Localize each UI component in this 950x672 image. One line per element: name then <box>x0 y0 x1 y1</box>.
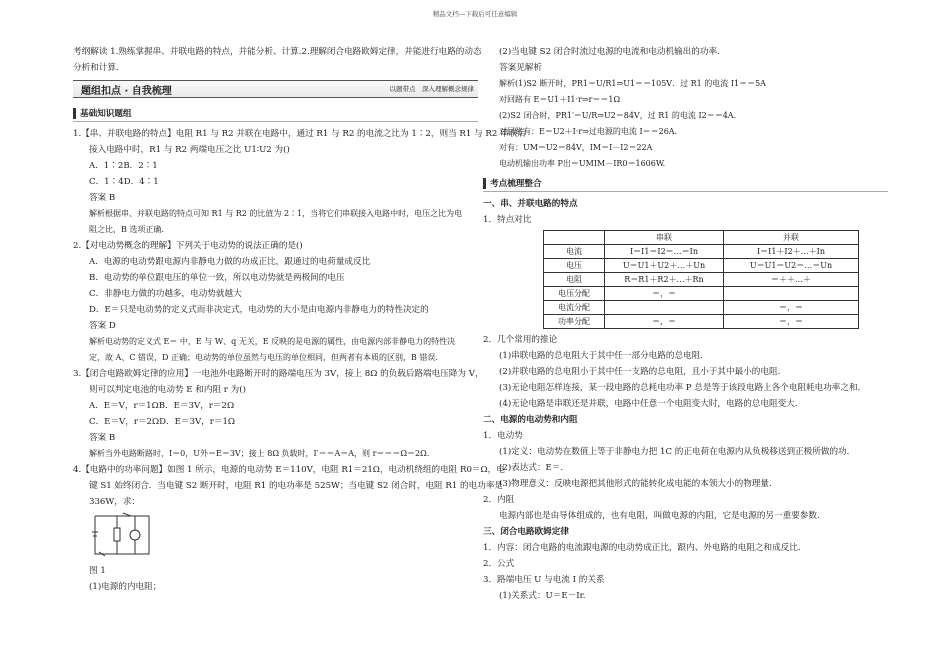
table-row <box>544 259 859 273</box>
intro-line: 分析和计算. <box>73 63 119 73</box>
page-header: 精品文档---下载后可任意编辑 <box>432 10 518 18</box>
table-cell: 电流分配 <box>544 301 605 315</box>
question-line: (2)当电键 S2 闭合时流过电源的电流和电动机输出的功率. <box>499 47 720 57</box>
option-line: C．1∶4D．4∶1 <box>89 177 159 187</box>
section-bar <box>73 108 76 119</box>
option-line: B．电动势的单位跟电压的单位一致，所以电动势就是两极间的电压 <box>89 273 345 283</box>
section-banner <box>73 80 478 98</box>
table-cell: 电压分配 <box>544 287 605 301</box>
question-line: 则可以判定电池的电动势 E 和内阻 r 为() <box>89 385 246 395</box>
analysis-line: 解析(1)S2 断开时，PR1＝U/R1⇒U1＝＝105V．过 R1 的电流 I1＝＝5A <box>499 79 766 88</box>
table-cell: ＝，＝ <box>724 315 859 329</box>
question-line: 336W，求： <box>89 497 141 507</box>
section-bar <box>483 178 486 189</box>
figure-caption: 图 1 <box>89 566 106 576</box>
analysis-line: 解析电动势的定义式 E＝ 中，E 与 W、q 无关，E 反映的是电源的属性，由电源内部非静电力的特性决 <box>89 337 456 346</box>
list-item: (1)关系式：U＝E－Ir. <box>499 591 586 601</box>
list-item: (3)无论电阻怎样连接，某一段电路的总耗电功率 P 总是等于该段电路上各个电阻耗电功率之和. <box>499 383 861 393</box>
table-cell: 电阻 <box>544 273 605 287</box>
table-header-cell <box>544 231 605 245</box>
analysis-line: 解析当外电路断路时，I＝0，U外＝E＝3V；接上 8Ω 负载时，I′＝＝A＝A，则 r＝＝＝Ω＝2Ω. <box>89 449 430 458</box>
answer-line: 答案 D <box>89 321 116 331</box>
comparison-table <box>543 230 859 329</box>
analysis-line: 对回路有 E＝U1＋I1·r⇒r＝＝1Ω <box>499 95 621 104</box>
table-cell <box>605 301 724 315</box>
option-line: C．E＝V，r＝2ΩD．E＝3V，r＝1Ω <box>89 417 236 427</box>
list-item: 3．路端电压 U 与电流 I 的关系 <box>483 575 605 585</box>
list-item: (1)串联电路的总电阻大于其中任一部分电路的总电阻. <box>499 351 703 361</box>
table-cell <box>724 287 859 301</box>
answer-line: 答案 B <box>89 193 116 203</box>
list-item: (3)物理意义：反映电源把其他形式的能转化成电能的本领大小的物理量. <box>499 479 772 489</box>
list-item: (2)并联电路的总电阻小于其中任一支路的总电阻，且小于其中最小的电阻. <box>499 367 781 377</box>
answer-line: 答案见解析 <box>499 63 542 73</box>
table-cell: ＝，＝ <box>605 315 724 329</box>
list-item: 电源内部也是由导体组成的，也有电阻，叫做电源的内阻，它是电源的另一重要参数. <box>499 511 820 521</box>
option-line: A．1∶2B．2∶1 <box>89 161 158 171</box>
table-header-row <box>544 231 859 245</box>
table-cell: U＝U1＋U2＋…＋Un <box>605 259 724 273</box>
list-item: 2．公式 <box>483 559 515 569</box>
table-cell: 功率分配 <box>544 315 605 329</box>
list-item: (4)无论电路是串联还是并联，电路中任意一个电阻变大时，电路的总电阻变大. <box>499 399 798 409</box>
subheading: 2．内阻 <box>483 495 515 505</box>
section-label: 考点梳理整合 <box>490 179 542 189</box>
table-cell: 电压 <box>544 259 605 273</box>
question-line: 2.【对电动势概念的理解】下列关于电动势的说法正确的是() <box>73 241 303 251</box>
question-line: 键 S1 始终闭合．当电键 S2 断开时，电阻 R1 的电功率是 525W；当电键 S2 闭合时，电阻 R1 的电功率是 <box>89 481 504 491</box>
table-cell: ＝＋＋…＋ <box>724 273 859 287</box>
question-line: 3.【闭合电路欧姆定律的应用】一电池外电路断开时的路端电压为 3V，接上 8Ω 的负载后路端电压降为 V， <box>73 369 484 379</box>
table-row <box>544 315 859 329</box>
question-line: 1.【串、并联电路的特点】电阻 R1 与 R2 并联在电路中，通过 R1 与 R2 的电流之比为 1∶2，则当 R1 与 R2 串联后 <box>73 129 526 139</box>
analysis-line: 对回路有：E＝U2＋I·r⇒过电源的电流 I＝＝26A. <box>499 127 678 136</box>
table-row <box>544 245 859 259</box>
heading: 一、串、并联电路的特点 <box>483 199 578 209</box>
section-heading <box>483 176 888 192</box>
list-item: (2)表达式：E＝. <box>499 463 564 473</box>
analysis-line: 电动机输出功率 P出＝UMIM－IR0＝1606W. <box>499 159 666 168</box>
option-line: A．电源的电动势跟电源内非静电力做的功成正比，跟通过的电荷量成反比 <box>89 257 371 267</box>
option-line: A．E＝V，r＝1ΩB．E＝3V，r＝2Ω <box>89 401 235 411</box>
question-line: 4.【电路中的功率问题】如图 1 所示，电源的电动势 E＝110V，电阻 R1＝21Ω，电动机绕组的电阻 R0＝Ω，电 <box>73 465 505 475</box>
table-row <box>544 287 859 301</box>
table-cell: U＝U1＝U2＝…＝Un <box>724 259 859 273</box>
table-header-cell: 串联 <box>605 231 724 245</box>
analysis-line: (2)S2 闭合时，PR1′＝U/R⇒U2＝84V，过 R1 的电流 I2＝＝4A. <box>499 111 737 120</box>
question-line: (1)电源的内电阻； <box>89 582 162 592</box>
subheading: 1．电动势 <box>483 431 523 441</box>
table-cell: ＝，＝ <box>605 287 724 301</box>
option-line: C．非静电力做的功越多，电动势就越大 <box>89 289 242 299</box>
heading: 二、电源的电动势和内阻 <box>483 415 578 425</box>
answer-line: 答案 B <box>89 433 116 443</box>
table-row <box>544 301 859 315</box>
table-row <box>544 273 859 287</box>
question-line: 接入电路中时，R1 与 R2 两端电压之比 U1∶U2 为() <box>89 145 290 155</box>
table-header-cell: 并联 <box>724 231 859 245</box>
banner-subtitle: 以题带点 深入理解概念规律 <box>389 85 474 93</box>
right-column <box>483 44 888 604</box>
option-line: D．E＝只是电动势的定义式而非决定式，电动势的大小是由电源内非静电力的特性决定的 <box>89 305 429 315</box>
subheading: 2．几个常用的推论 <box>483 335 558 345</box>
table-cell: I＝I1＋I2＋…＋In <box>724 245 859 259</box>
table-cell: I＝I1＝I2＝…＝In <box>605 245 724 259</box>
intro-line: 考纲解读 1.熟练掌握串、并联电路的特点，并能分析、计算.2.理解闭合电路欧姆定律，并能进行电路的动态 <box>73 47 482 57</box>
analysis-line: 阻之比，B 选项正确. <box>89 225 164 234</box>
analysis-line: 解析根据串、并联电路的特点可知 R1 与 R2 的比值为 2∶1，当将它们串联接入电路中时，电压之比为电 <box>89 209 463 218</box>
table-cell: 电流 <box>544 245 605 259</box>
circuit-diagram <box>87 510 157 560</box>
analysis-line: 对有：UM＝U2＝84V，IM＝I－I2＝22A <box>499 143 653 152</box>
section-label: 基础知识题组 <box>80 109 132 119</box>
table-cell: ＝，＝ <box>724 301 859 315</box>
table-cell: R＝R1＋R2＋…＋Rn <box>605 273 724 287</box>
list-item: (1)定义：电动势在数值上等于非静电力把 1C 的正电荷在电源内从负极移送到正极所做的功. <box>499 447 850 457</box>
subheading: 1．特点对比 <box>483 215 532 225</box>
list-item: 1．内容：闭合电路的电流跟电源的电动势成正比，跟内、外电路的电阻之和成反比. <box>483 543 801 553</box>
heading: 三、闭合电路欧姆定律 <box>483 527 569 537</box>
analysis-line: 定，故 A、C 错误，D 正确；电动势的单位虽然与电压的单位相同，但两者有本质的区别，B 错误. <box>89 353 438 362</box>
banner-title: 题组扣点 · 自我梳理 <box>81 86 172 97</box>
section-heading <box>73 106 478 122</box>
